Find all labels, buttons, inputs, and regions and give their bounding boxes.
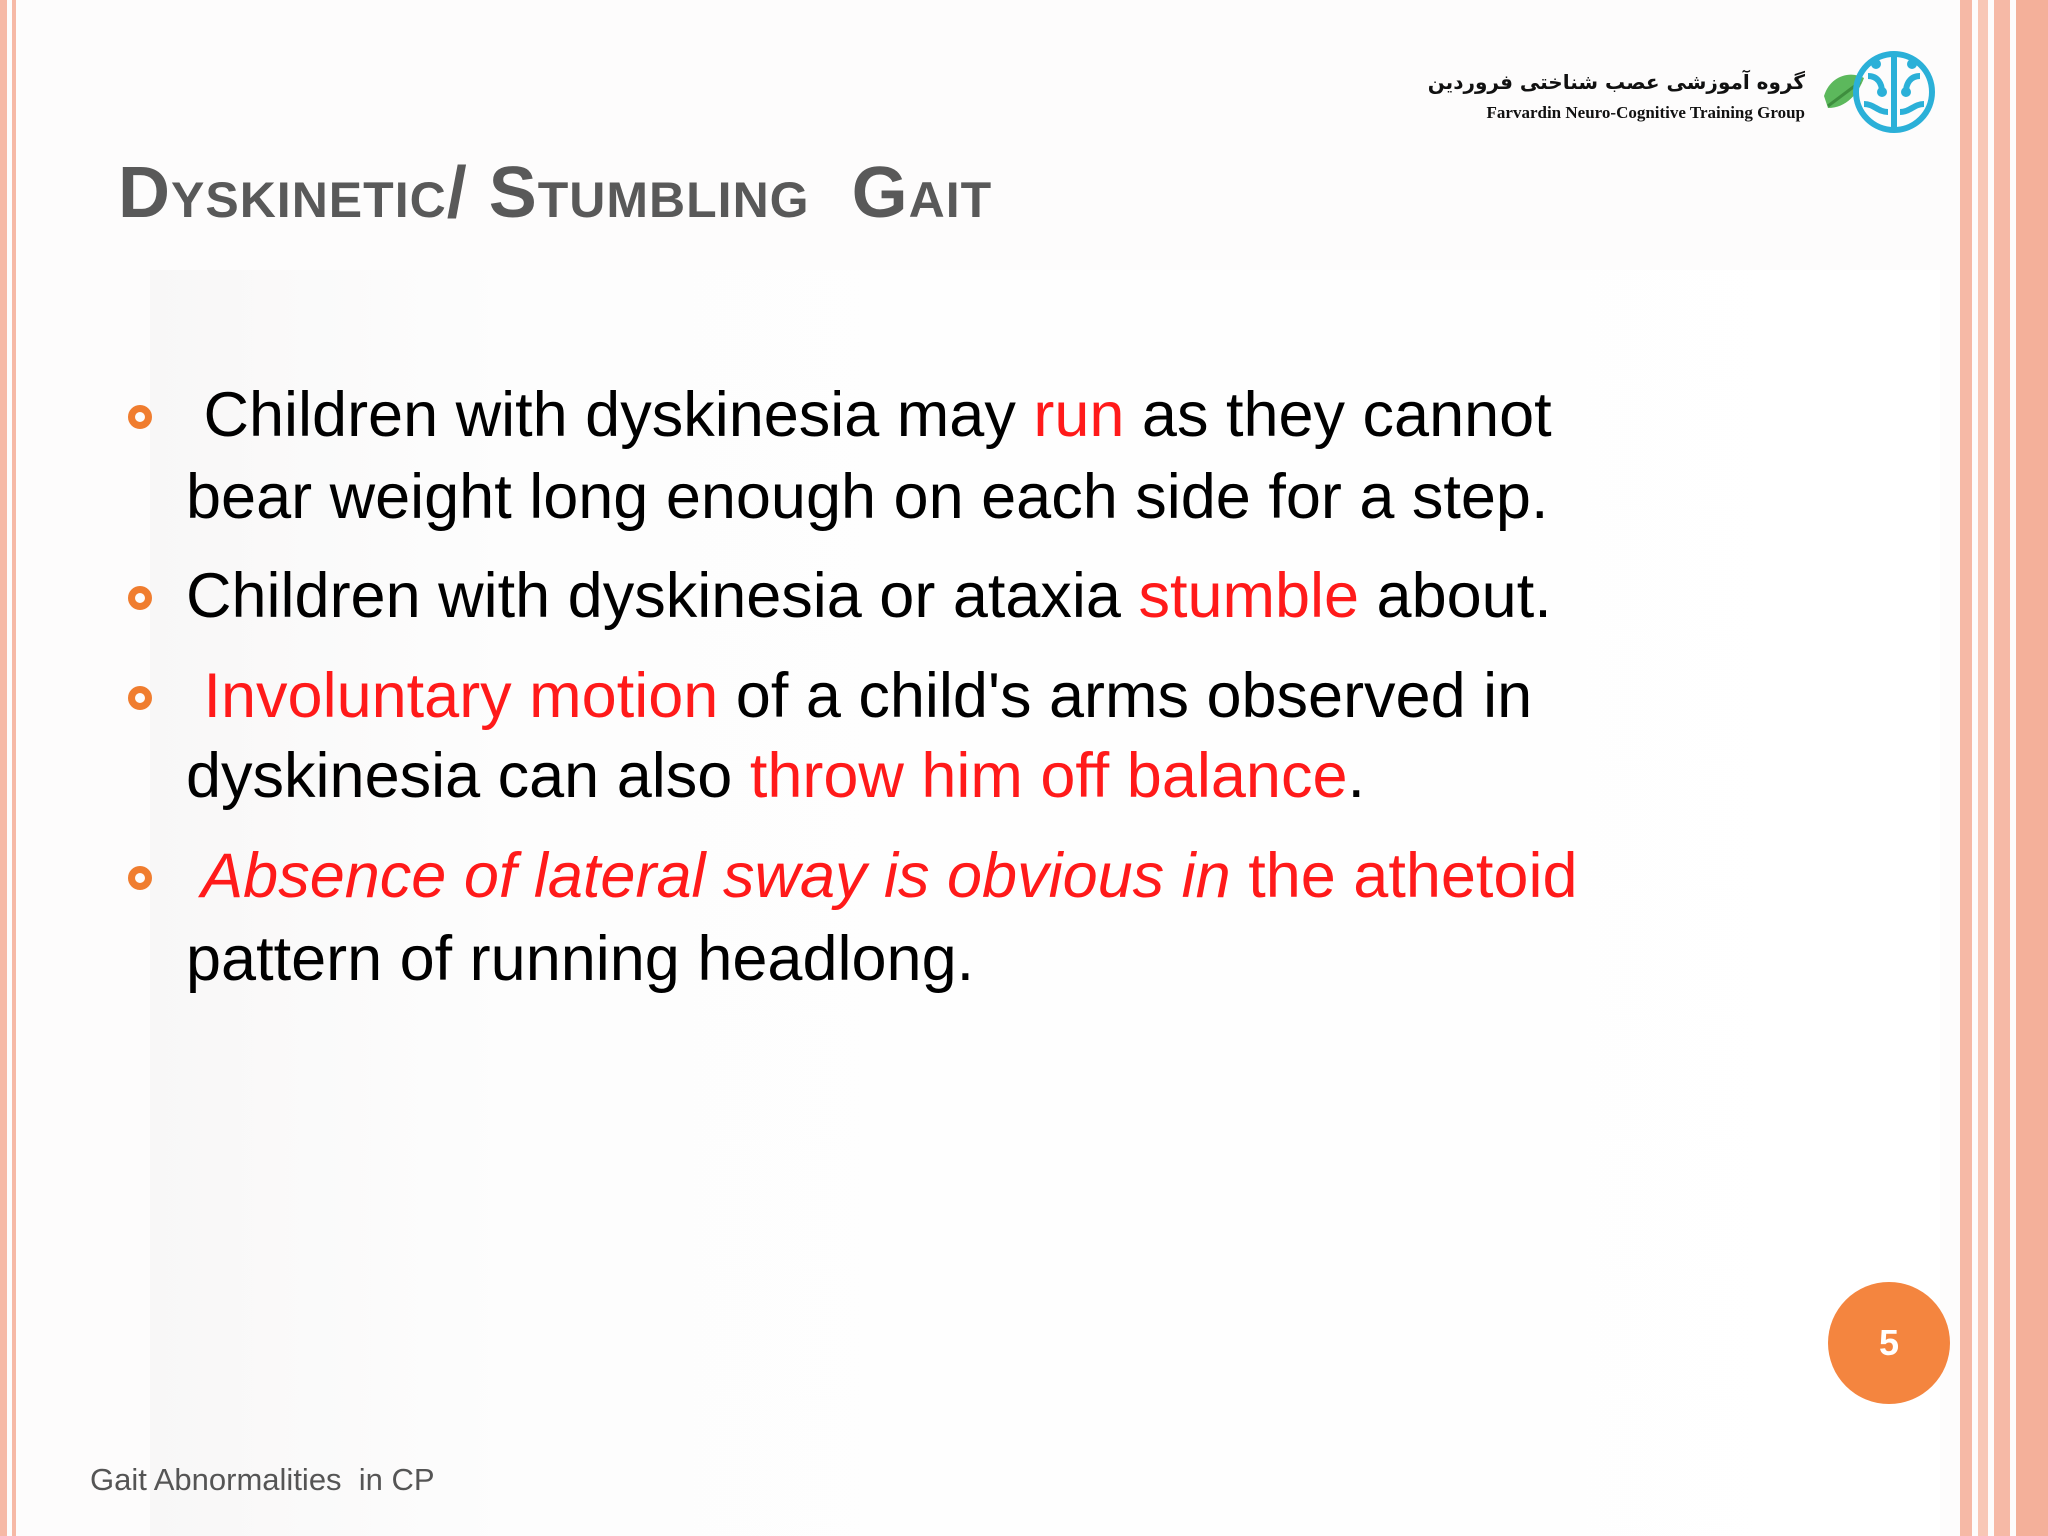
- bullet-marker-icon: [128, 405, 152, 429]
- bullet-1-line-1: Children with dyskinesia may run as they cannot: [186, 380, 1552, 450]
- bullet-3-line-2: dyskinesia can also throw him off balance.: [186, 741, 1365, 811]
- slide-title: Dyskinetic/ Stumbling Gait: [118, 153, 993, 233]
- bullet-3-line-1: Involuntary motion of a child's arms observed in: [186, 661, 1533, 731]
- left-border-stripe-inner: [12, 0, 16, 1536]
- right-border-stripe: [2016, 0, 2048, 1536]
- bullet-4-line-1: Absence of lateral sway is obvious in the athetoid: [186, 841, 1578, 911]
- bullet-marker-icon: [128, 586, 152, 610]
- bullet-1-line-2: bear weight long enough on each side for a step.: [186, 462, 1549, 532]
- bullet-4-line-2: pattern of running headlong.: [186, 924, 975, 994]
- right-border-stripe: [1994, 0, 2010, 1536]
- left-border-stripe: [0, 0, 7, 1536]
- slide-footer: Gait Abnormalities in CP: [90, 1462, 435, 1497]
- bullet-marker-icon: [128, 686, 152, 710]
- logo-english-text: Farvardin Neuro-Cognitive Training Group: [1486, 103, 1805, 122]
- brain-leaf-icon: [1816, 42, 1936, 142]
- logo-persian-text: گروه آموزشی عصب شناختی فروردین: [1427, 70, 1805, 94]
- bullet-marker-icon: [128, 866, 152, 890]
- organization-logo: [1427, 42, 1940, 142]
- page-number-badge: 5: [1828, 1282, 1950, 1404]
- right-border-stripe: [1978, 0, 1988, 1536]
- bullet-2-line-1: Children with dyskinesia or ataxia stumble about.: [186, 561, 1552, 631]
- right-border-stripe: [1960, 0, 1972, 1536]
